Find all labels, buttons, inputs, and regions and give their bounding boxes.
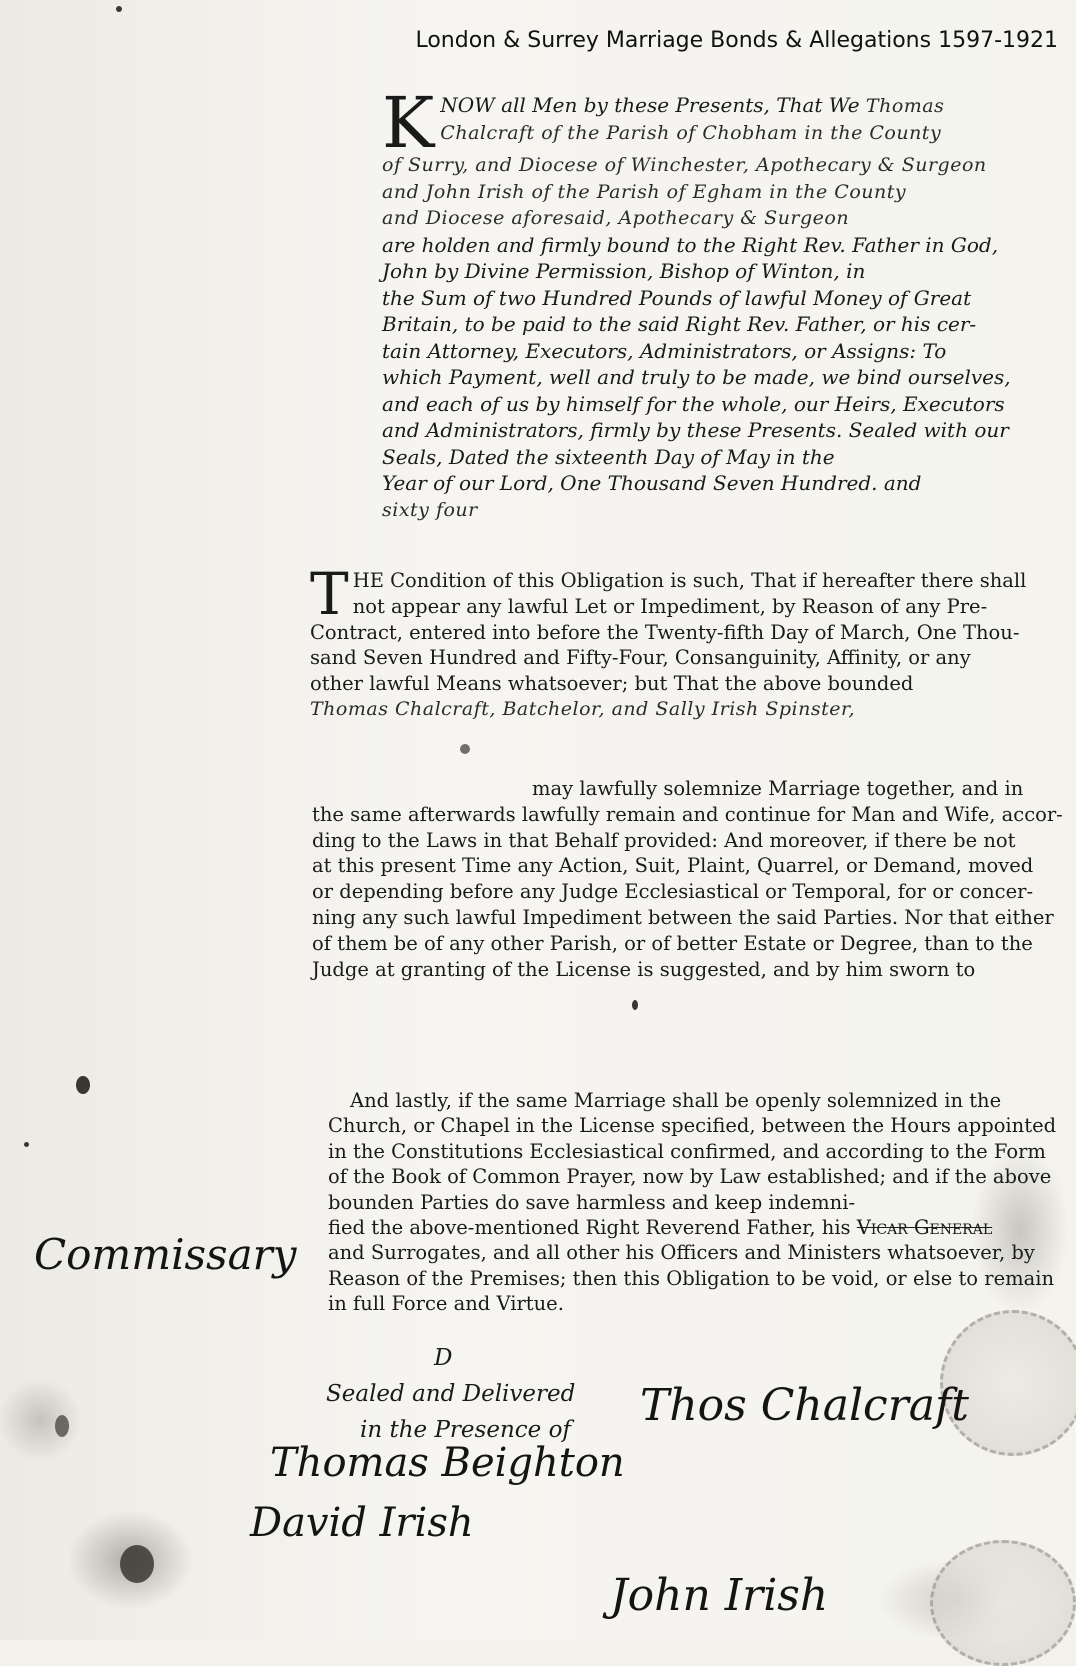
condition-line: the same afterwards lawfully remain and continue for Man and Wife, accor- — [312, 802, 1063, 826]
drop-cap-k: K — [382, 82, 435, 164]
lastly-line: Church, or Chapel in the License specified, between the Hours appointed — [328, 1114, 1057, 1138]
source-caption: London & Surrey Marriage Bonds & Allegations 1597-1921 — [415, 28, 1058, 53]
condition-line: Judge at granting of the License is suggested, and by him sworn to — [312, 957, 976, 981]
bond-line: Seals, Dated the sixteenth Day of May in the — [382, 444, 835, 469]
condition-line: of them be of any other Parish, or of better Estate or Degree, than to the — [312, 931, 1033, 955]
lastly-line: bounden Parties do save harmless and keep indemni- — [328, 1190, 856, 1214]
bond-line: Year of our Lord, One Thousand Seven Hundred. and — [382, 471, 922, 495]
lastly-paragraph — [328, 1088, 1057, 1317]
sealed-line-2: in the Presence of — [360, 1417, 571, 1443]
condition-line: HE Condition of this Obligation is such, That if hereafter there shall — [352, 569, 1027, 592]
lastly-line: of the Book of Common Prayer, now by Law established; and if the above — [328, 1165, 1052, 1189]
condition-line: ding to the Laws in that Behalf provided: And moreover, if there be not — [312, 828, 1016, 852]
lastly-line: in the Constitutions Ecclesiastical confirmed, and according to the Form — [328, 1139, 1046, 1163]
bond-line: tain Attorney, Executors, Administrators, or Assigns: To — [382, 338, 947, 363]
condition-line: Thomas Chalcraft, Batchelor, and Sally Irish Spinster, — [310, 697, 855, 720]
bond-line: John by Divine Permission, Bishop of Winton, in — [382, 259, 866, 283]
drop-cap-t: T — [310, 560, 349, 628]
sealed-delivered — [326, 1340, 626, 1448]
condition-line: not appear any lawful Let or Impediment, by Reason of any Pre- — [352, 594, 988, 618]
condition-line: or depending before any Judge Ecclesiastical or Temporal, for or concer- — [312, 880, 1034, 904]
bond-paragraph — [382, 82, 1022, 523]
condition-line: sand Seven Hundred and Fifty-Four, Consanguinity, Affinity, or any — [310, 646, 971, 670]
bond-line: and John Irish of the Parish of Egham in the County — [382, 180, 907, 203]
wax-seal-lower — [930, 1540, 1076, 1666]
signature-commissary: Commissary — [34, 1230, 297, 1279]
condition-paragraph — [310, 560, 1027, 723]
lastly-line: and Surrogates, and all other his Officers and Ministers whatsoever, by — [328, 1241, 1035, 1265]
bond-line: of Surry, and Diocese of Winchester, Apothecary & Surgeon — [382, 154, 987, 176]
bond-line: Chalcraft of the Parish of Chobham in the County — [440, 121, 942, 144]
condition-line: Contract, entered into before the Twenty-fifth Day of March, One Thou- — [310, 620, 1020, 644]
bond-line: and Administrators, firmly by these Presents. Sealed with our — [382, 418, 1009, 442]
struck-vicar-general: Vicar General — [856, 1216, 993, 1240]
bond-line: and Diocese aforesaid, Apothecary & Surgeon — [382, 207, 850, 229]
condition-line: ning any such lawful Impediment between the said Parties. Nor that either — [312, 905, 1054, 929]
bond-line: which Payment, well and truly to be made, we bind ourselves, — [382, 365, 1011, 389]
signature-thomas-beighton: Thomas Beighton — [270, 1440, 625, 1486]
lastly-line: in full Force and Virtue. — [328, 1292, 564, 1316]
lastly-line: fied the above-mentioned Right Reverend Father, his Vicar General — [328, 1216, 993, 1240]
signature-thos-chalcraft: Thos Chalcraft — [640, 1380, 969, 1431]
sealed-letter: D — [434, 1345, 453, 1371]
condition-line: other lawful Means whatsoever; but That the above bounded — [310, 672, 914, 696]
condition-line: may lawfully solemnize Marriage together, and in — [532, 777, 1024, 800]
lastly-line: And lastly, if the same Marriage shall be openly solemnized in the — [350, 1089, 1002, 1112]
condition-continued — [312, 776, 1063, 982]
bond-line: the Sum of two Hundred Pounds of lawful Money of Great — [382, 285, 972, 310]
bond-line: sixty four — [382, 498, 478, 521]
bond-line: NOW all Men by these Presents, That We Thomas — [440, 93, 945, 117]
condition-line: at this present Time any Action, Suit, Plaint, Quarrel, or Demand, moved — [312, 854, 1034, 878]
signature-john-irish: John Irish — [610, 1570, 829, 1621]
signature-david-irish: David Irish — [250, 1500, 474, 1546]
bond-line: are holden and firmly bound to the Right Rev. Father in God, — [382, 232, 999, 257]
bond-line: and each of us by himself for the whole, our Heirs, Executors — [382, 391, 1005, 416]
bond-line: Britain, to be paid to the said Right Rev. Father, or his cer- — [382, 312, 977, 336]
sealed-line-1: Sealed and Delivered — [326, 1381, 576, 1407]
lastly-line: Reason of the Premises; then this Obligation to be void, or else to remain — [328, 1266, 1055, 1290]
